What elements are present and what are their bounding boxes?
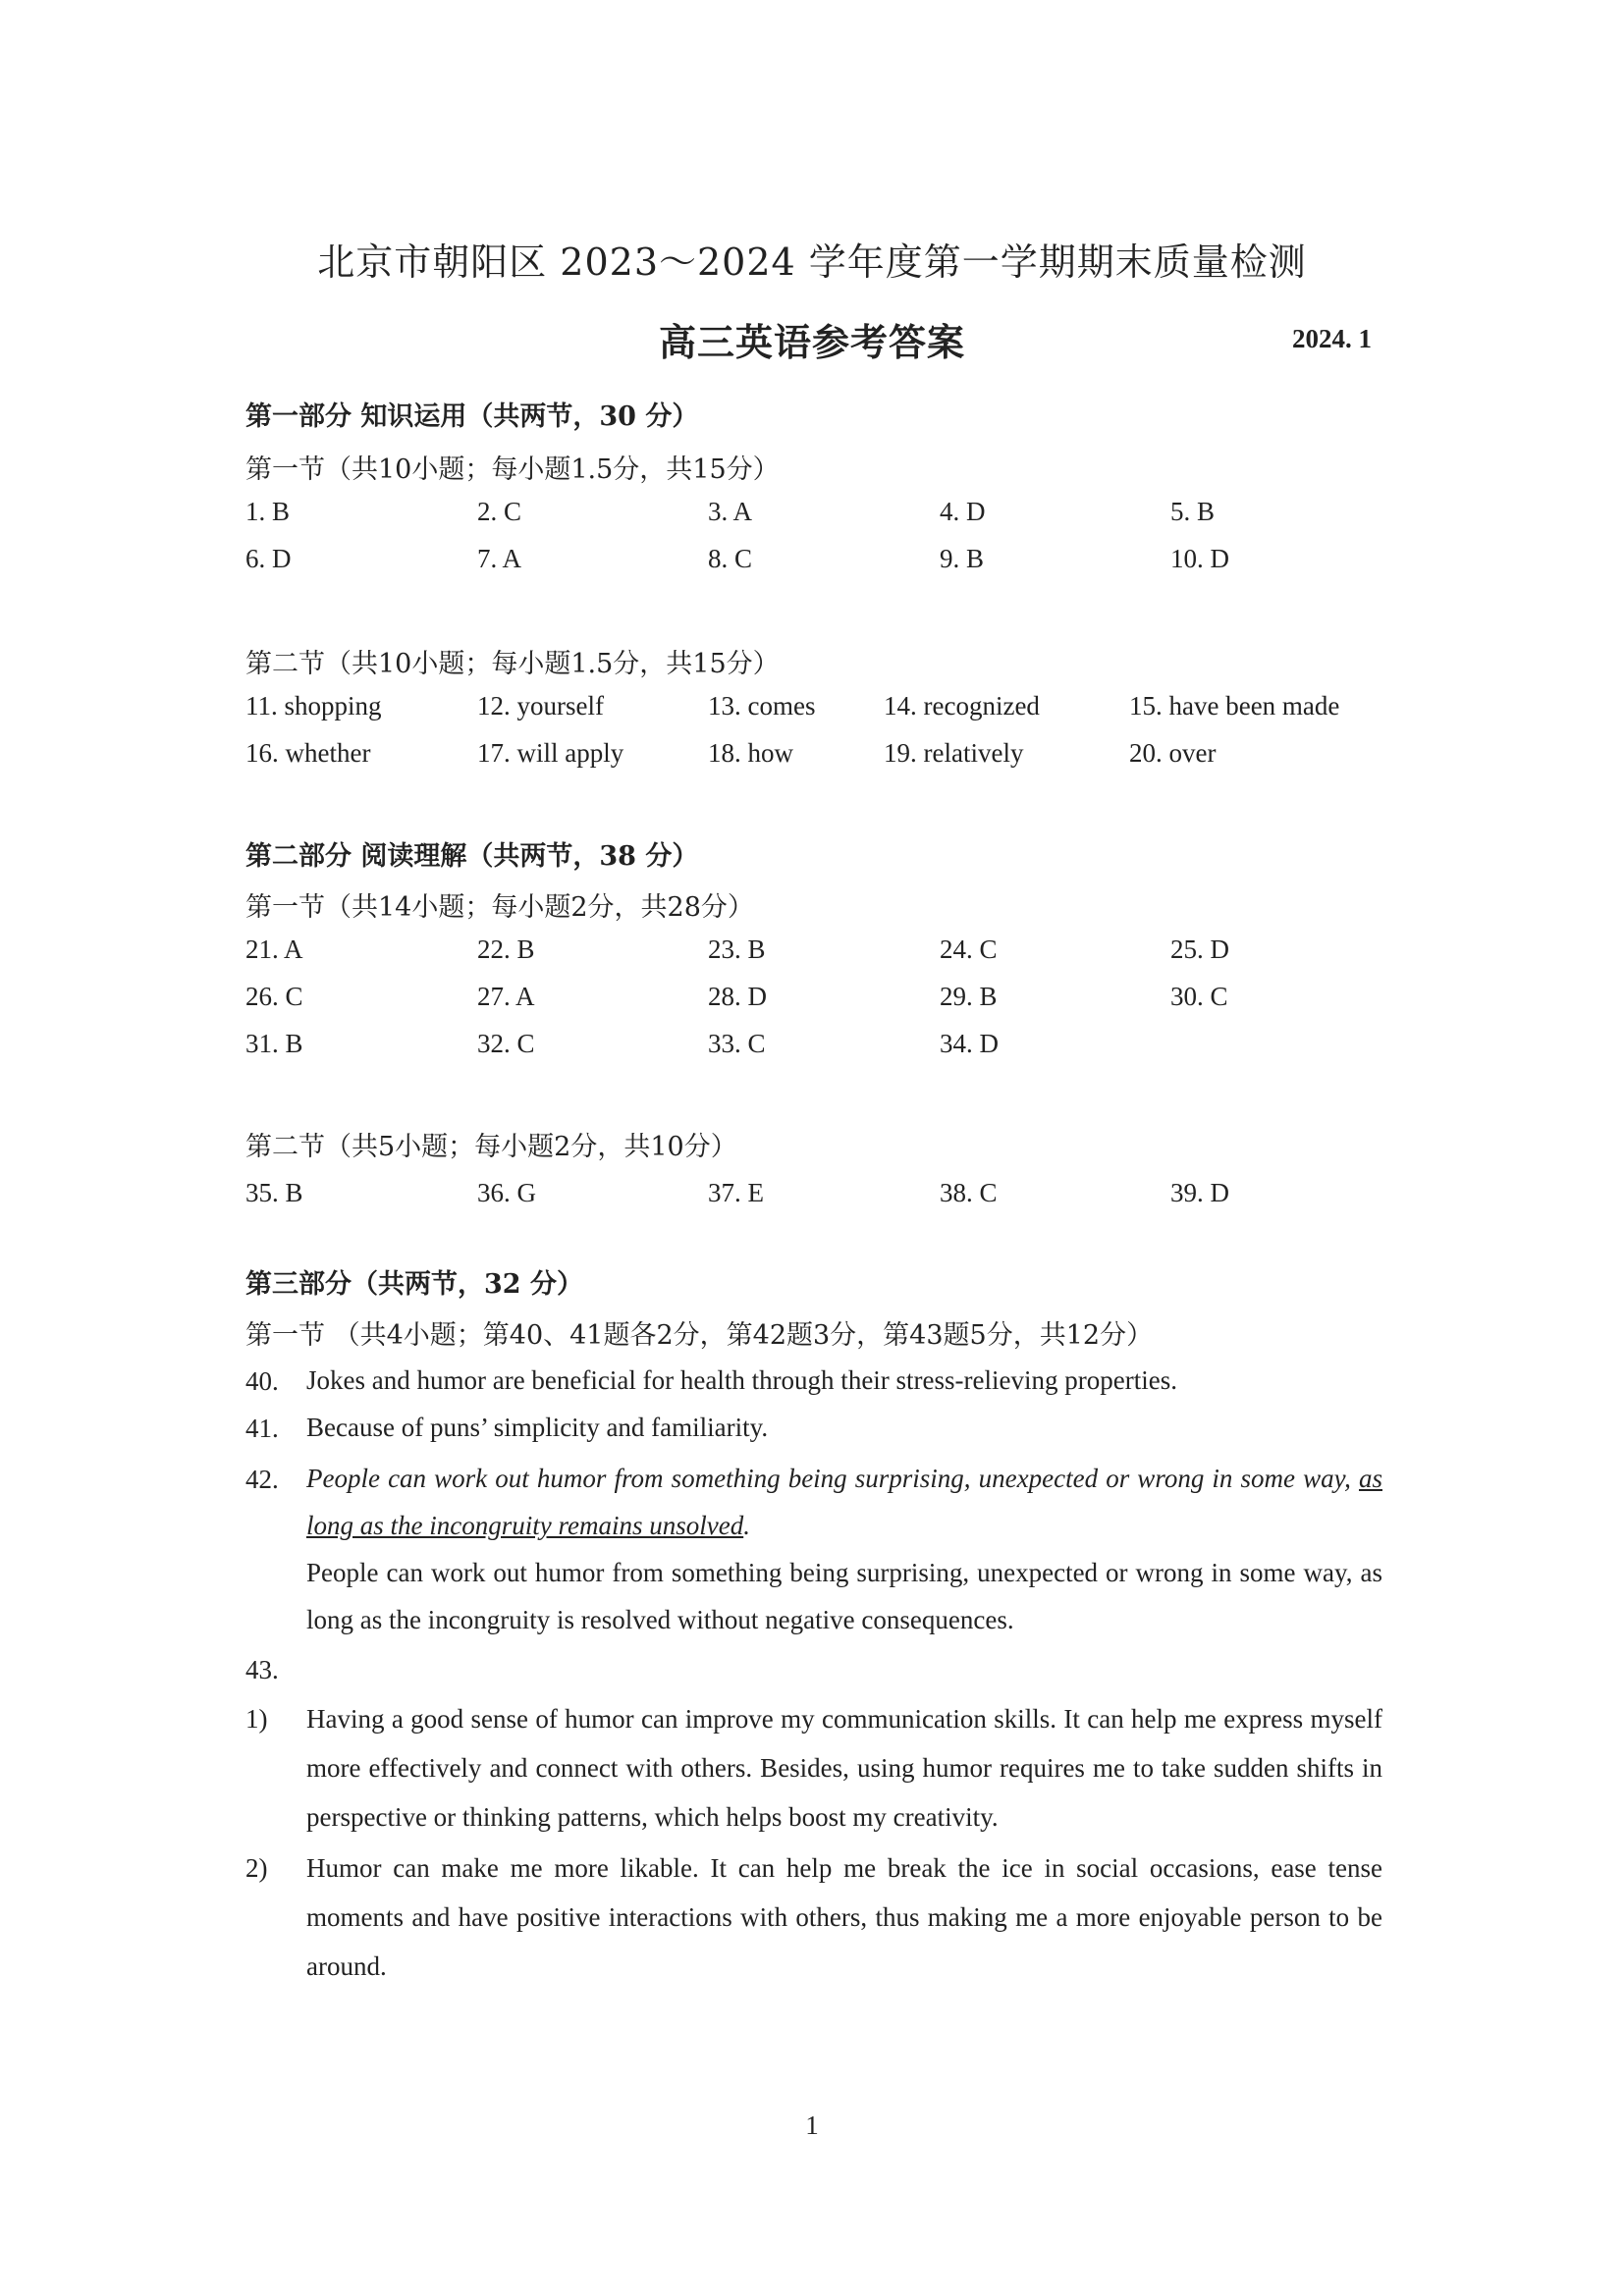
answer-item: 24. C [940, 934, 998, 964]
question-number: 41. [245, 1414, 279, 1443]
answer-item: 23. B [708, 934, 766, 964]
answer-item: 14. recognized [884, 691, 1040, 721]
answer-row [245, 934, 1394, 974]
part1-sec1-heading: 第一节（共10小题；每小题1.5分，共15分） [245, 454, 780, 485]
answer-item: 9. B [940, 544, 985, 573]
document-title: 北京市朝阳区 2023～2024 学年度第一学期期末质量检测 [317, 240, 1307, 284]
answer-item: 26. C [245, 982, 303, 1011]
part1-heading: 第一部分 知识运用（共两节，30 分） [245, 401, 699, 432]
list-item-number: 1) [245, 1704, 268, 1734]
original-sentence-end: . [743, 1511, 750, 1540]
answer-item: 1. B [245, 497, 291, 526]
answer-item: 33. C [708, 1029, 766, 1058]
question-number: 43. [245, 1655, 279, 1684]
part2-heading: 第二部分 阅读理解（共两节，38 分） [245, 841, 699, 872]
answer-item: 31. B [245, 1029, 303, 1058]
answer-item: 6. D [245, 544, 292, 573]
answer-row [245, 982, 1394, 1021]
answer-item: 16. whether [245, 738, 371, 768]
answer-row [245, 1178, 1394, 1217]
document-subtitle: 高三英语参考答案 [658, 320, 965, 364]
question-number: 40. [245, 1366, 279, 1396]
answer-41-text: Because of puns’ simplicity and familiarity. [306, 1413, 769, 1442]
answer-42-original-sentence [306, 1455, 1382, 1549]
part2-sec2-heading: 第二节（共5小题；每小题2分，共10分） [245, 1132, 737, 1162]
answer-item: 2. C [477, 497, 522, 526]
answer-43-item-2: Humor can make me more likable. It can help me break the ice in social occasions, ease tense moments and have positive interactions with others, thus making me a more enjoyable person to be around. [306, 1853, 1382, 1981]
answer-item: 10. D [1170, 544, 1229, 573]
part3-heading: 第三部分（共两节，32 分） [245, 1269, 583, 1300]
answer-item: 13. comes [708, 691, 816, 721]
answer-item: 3. A [708, 497, 753, 526]
answer-item: 35. B [245, 1178, 303, 1207]
page-number: 1 [805, 2110, 819, 2140]
answer-item: 19. relatively [884, 738, 1024, 768]
list-item-number: 2) [245, 1853, 268, 1883]
answer-item: 29. B [940, 982, 998, 1011]
answer-item: 32. C [477, 1029, 535, 1058]
answer-item: 4. D [940, 497, 986, 526]
answer-item: 37. E [708, 1178, 764, 1207]
answer-item: 39. D [1170, 1178, 1229, 1207]
answer-item: 30. C [1170, 982, 1228, 1011]
document-date: 2024. 1 [1292, 324, 1372, 353]
answer-item: 11. shopping [245, 691, 382, 721]
answer-item: 27. A [477, 982, 535, 1011]
part2-sec1-heading: 第一节（共14小题；每小题2分，共28分） [245, 892, 754, 923]
answer-item: 36. G [477, 1178, 536, 1207]
answer-item: 34. D [940, 1029, 999, 1058]
answer-item: 22. B [477, 934, 535, 964]
answer-item: 21. A [245, 934, 303, 964]
answer-row [245, 1029, 1394, 1068]
answer-item: 8. C [708, 544, 753, 573]
answer-item: 25. D [1170, 934, 1229, 964]
question-number: 42. [245, 1465, 279, 1494]
answer-item: 12. yourself [477, 691, 604, 721]
part3-sec1-heading: 第一节 （共4小题；第40、41题各2分，第42题3分，第43题5分，共12分） [245, 1320, 1154, 1351]
answer-43-item-1: Having a good sense of humor can improve my communication skills. It can help me express myself more effectively and connect with others. Besides, using humor requires me to take sudden shifts in perspective or thinking patterns, which helps boost my creativity. [306, 1704, 1382, 1832]
answer-42-correction: People can work out humor from something being surprising, unexpected or wrong in some way, as long as the incongruity is resolved without negative consequences. [306, 1558, 1382, 1634]
answer-item: 38. C [940, 1178, 998, 1207]
answer-item: 17. will apply [477, 738, 624, 768]
answer-item: 20. over [1129, 738, 1217, 768]
answer-row [245, 738, 1394, 777]
answer-40-text: Jokes and humor are beneficial for health through their stress-relieving properties. [306, 1365, 1177, 1395]
answer-row [245, 497, 1394, 536]
underlined-error: as long as the incongruity remains unsolved [306, 1464, 1382, 1540]
answer-item: 18. how [708, 738, 793, 768]
answer-item: 28. D [708, 982, 767, 1011]
answer-item: 5. B [1170, 497, 1216, 526]
answer-row [245, 691, 1394, 730]
answer-item: 15. have been made [1129, 691, 1340, 721]
part1-sec2-heading: 第二节（共10小题；每小题1.5分，共15分） [245, 649, 780, 679]
answer-row [245, 544, 1394, 583]
original-sentence-italic: People can work out humor from something being surprising, unexpected or wrong in some way, [306, 1464, 1359, 1493]
answer-item: 7. A [477, 544, 522, 573]
